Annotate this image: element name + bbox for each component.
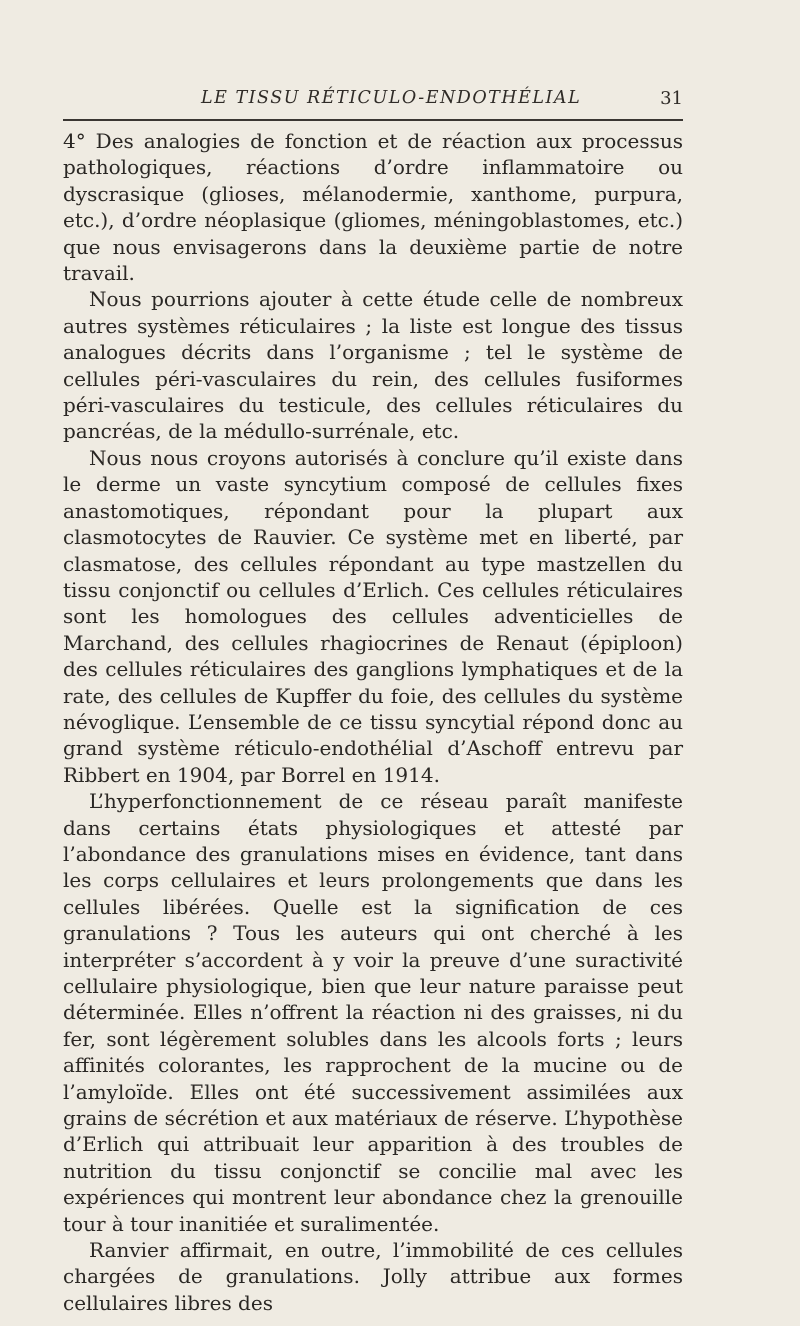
running-title: LE TISSU RÉTICULO-ENDOTHÉLIAL xyxy=(201,88,582,108)
page-number: 31 xyxy=(660,88,683,109)
page-header xyxy=(63,88,683,112)
body-text xyxy=(63,128,683,1316)
paragraph: 4° Des analogies de fonction et de réaction aux processus pathologiques, réactions d’ordre inflammatoire ou dyscrasique (glioses, mélanodermie, xanthome, purpura, etc.), d’ordre néoplasique (gliomes, méningoblastomes, etc.) que nous envisagerons dans la deuxième partie de notre travail. xyxy=(63,129,683,286)
paragraph: Ranvier affirmait, en outre, l’immobilité de ces cellules chargées de granulations. Jolly attribue aux formes cellulaires libres des xyxy=(63,1238,683,1315)
paragraph: Nous nous croyons autorisés à conclure qu’il existe dans le derme un vaste syncytium composé de cellules fixes anastomotiques, répondant pour la plupart aux clasmotocytes de Rauvier. Ce système met en liberté, par clasmatose, des cellules répondant au type mastzellen du tissu conjonctif ou cellules d’Erlich. Ces cellules réticulaires sont les homologues des cellules adventicielles de Marchand, des cellules rhagiocrines de Renaut (épiploon) des cellules réticulaires des ganglions lymphatiques et de la rate, des cellules de Kupffer du foie, des cellules du système névoglique. L’ensemble de ce tissu syncytial répond donc au grand système réticulo-endothélial d’Aschoff entrevu par Ribbert en 1904, par Borrel en 1914. xyxy=(63,445,683,787)
header-rule xyxy=(63,119,683,121)
paragraph: Nous pourrions ajouter à cette étude celle de nombreux autres systèmes réticulaires ; la liste est longue des tissus analogues décrits dans l’organisme ; tel le système de cellules péri-vasculaires du rein, des cellules fusiformes péri-vasculaires du testicule, des cellules réticulaires du pancréas, de la médullo-surrénale, etc. xyxy=(63,287,683,444)
paragraph: L’hyperfonctionnement de ce réseau paraît manifeste dans certains états physiologiques et attesté par l’abondance des granulations mises en évidence, tant dans les corps cellulaires et leurs prolongements que dans les cellules libérées. Quelle est la signification de ces granulations ? Tous les auteurs qui ont cherché à les interpréter s’accordent à y voir la preuve d’une suractivité cellulaire physiologique, bien que leur nature paraisse peut déterminée. Elles n’offrent la réaction ni des graisses, ni du fer, sont légèrement solubles dans les alcools forts ; leurs affinités colorantes, les rapprochent de la mucine ou de l’amyloïde. Elles ont été successivement assimilées aux grains de sécrétion et aux matériaux de réserve. L’hypothèse d’Erlich qui attribuait leur apparition à des troubles de nutrition du tissu conjonctif se concilie mal avec les expériences qui montrent leur abondance chez la grenouille tour à tour inanitiée et suralimentée. xyxy=(63,789,683,1236)
